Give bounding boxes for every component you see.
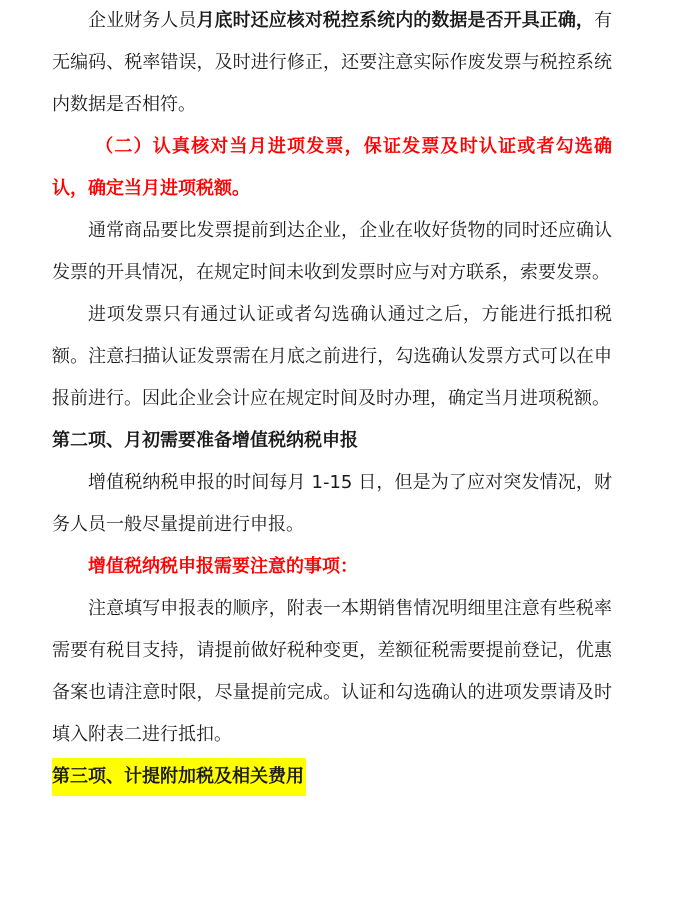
- notice-heading: 增值税纳税申报需要注意的事项：: [88, 556, 358, 577]
- p1-normal-text: 企业财务人员: [88, 10, 197, 31]
- item-heading-3: 第三项、计提附加税及相关费用: [52, 758, 306, 796]
- paragraph-filing-notes: 注意填写申报表的顺序，附表一本期销售情况明细里注意有些税率需要有税目支持，请提前做好税种变更，差额征税需要提前登记，优惠备案也请注意时限，尽量提前完成。认证和勾选确认的进项发票请及时填入附表二进行抵扣。: [52, 598, 612, 745]
- p1-rest-text: 有无编码、税率错误，及时进行修正，还要注意实际作废发票与税控系统内数据是否相符。: [52, 10, 613, 115]
- paragraph-vat-filing-time: 增值税纳税申报的时间每月 1-15 日，但是为了应对突发情况，财务人员一般尽量提前进行申报。: [52, 472, 612, 535]
- paragraph-input-invoice-deduction: 进项发票只有通过认证或者勾选确认通过之后，方能进行抵扣税额。注意扫描认证发票需在月底之前进行，勾选确认发票方式可以在申报前进行。因此企业会计应在规定时间及时办理，确定当月进项税额。: [52, 304, 612, 409]
- item-heading-2: 第二项、月初需要准备增值税纳税申报: [52, 430, 358, 451]
- paragraph-check-tax-control-data: [52, 0, 612, 126]
- item-heading-3-wrapper: [52, 756, 612, 798]
- p1-bold-text: 月底时还应核对税控系统内的数据是否开具正确，: [196, 10, 595, 31]
- document-body: [52, 0, 612, 798]
- section-heading-2: （二）认真核对当月进项发票，保证发票及时认证或者勾选确认，确定当月进项税额。: [52, 136, 612, 199]
- paragraph-goods-arrival: 通常商品要比发票提前到达企业，企业在收好货物的同时还应确认发票的开具情况，在规定时间未收到发票时应与对方联系，索要发票。: [52, 220, 612, 283]
